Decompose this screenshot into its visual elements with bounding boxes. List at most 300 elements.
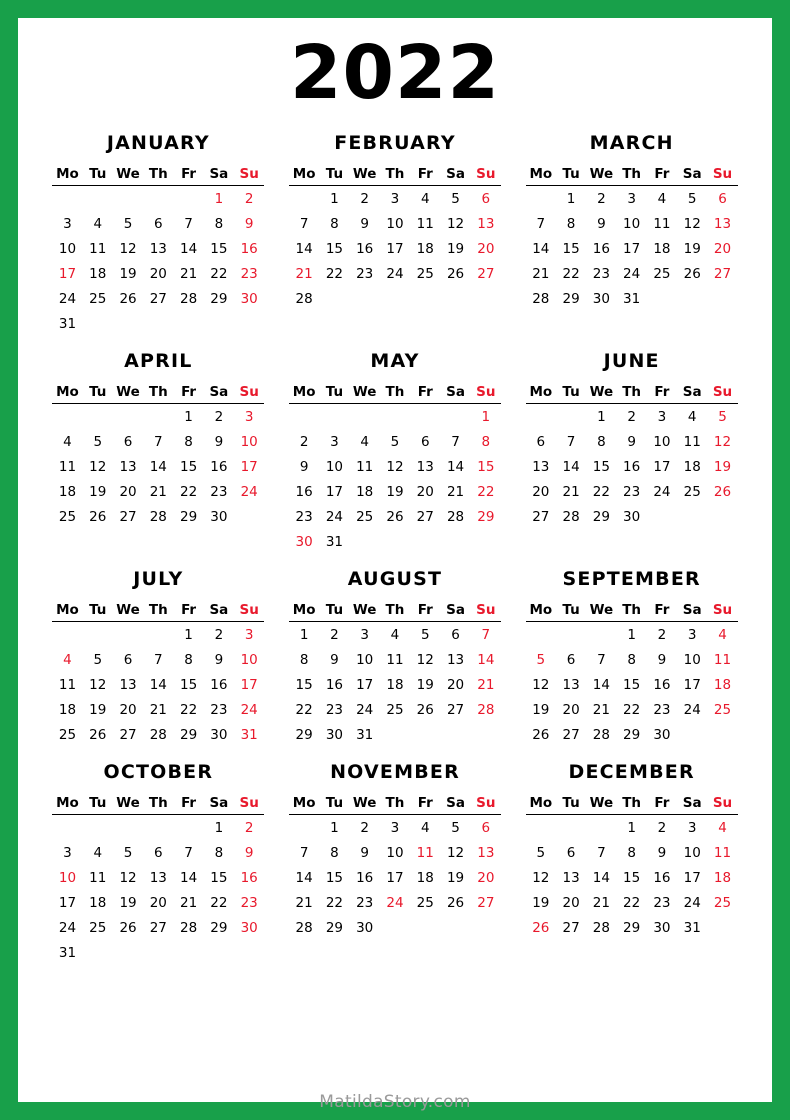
calendar-inner	[18, 30, 772, 1120]
empty-day-cell	[173, 186, 203, 212]
day-cell: 23	[653, 894, 671, 911]
day-cell: 11	[58, 676, 77, 693]
day-cell: 15	[325, 869, 343, 886]
day-cell: 20	[119, 701, 137, 718]
empty-day-cell	[707, 722, 737, 747]
day-cell-holiday: 13	[713, 215, 732, 232]
day-cell: 5	[93, 433, 103, 450]
day-cell: 29	[325, 919, 343, 936]
week-row	[289, 840, 501, 865]
day-cell: 13	[562, 869, 580, 886]
day-cell: 2	[360, 190, 369, 207]
weekday-header: Mo	[529, 602, 553, 618]
week-row	[526, 672, 738, 697]
day-cell: 23	[295, 508, 313, 525]
day-cell-holiday: 23	[240, 265, 258, 282]
week-row	[289, 722, 501, 747]
day-cell: 16	[653, 869, 671, 886]
weekday-header: We	[589, 384, 614, 400]
day-cell: 14	[149, 458, 167, 475]
day-cell-holiday: 18	[713, 869, 732, 886]
empty-day-cell	[440, 915, 470, 940]
day-cell: 2	[214, 626, 224, 643]
weekday-header: Th	[385, 166, 405, 182]
week-row	[289, 211, 501, 236]
day-cell-holiday: 6	[718, 190, 727, 207]
empty-day-cell	[707, 915, 737, 940]
day-cell-holiday: 13	[477, 844, 495, 861]
day-cell-holiday: 19	[713, 458, 732, 475]
week-row	[289, 672, 501, 697]
day-cell: 16	[356, 240, 374, 257]
day-cell: 14	[295, 240, 313, 257]
day-cell: 11	[386, 651, 404, 668]
empty-day-cell	[526, 622, 556, 648]
day-cell: 5	[687, 190, 697, 207]
weekday-header: Sa	[682, 166, 702, 182]
day-cell: 22	[325, 894, 343, 911]
day-cell: 20	[149, 894, 167, 911]
day-cell: 14	[180, 869, 198, 886]
month-name: AUGUST	[347, 568, 443, 590]
day-cell-holiday: 14	[477, 651, 495, 668]
footer-credit: MatildaStory.com	[319, 1092, 471, 1112]
empty-day-cell	[586, 622, 616, 648]
day-cell-holiday: 27	[477, 894, 495, 911]
day-cell: 11	[58, 458, 77, 475]
day-cell: 31	[325, 533, 343, 550]
day-cell: 30	[592, 290, 610, 307]
day-cell: 24	[683, 701, 701, 718]
day-cell: 22	[180, 701, 198, 718]
weekday-header: Fr	[417, 384, 433, 400]
month-name: MAY	[370, 350, 420, 372]
day-cell: 10	[623, 215, 641, 232]
day-cell: 14	[532, 240, 550, 257]
weekday-header: Su	[712, 795, 733, 811]
week-row	[52, 504, 264, 529]
day-cell: 24	[683, 894, 701, 911]
week-row	[526, 815, 738, 841]
day-cell: 10	[325, 458, 343, 475]
empty-day-cell	[143, 404, 173, 430]
weekday-header: Tu	[325, 795, 344, 811]
empty-day-cell	[677, 286, 707, 311]
weekday-header: Th	[622, 384, 642, 400]
month-block	[277, 761, 514, 965]
day-cell: 22	[623, 894, 641, 911]
day-cell: 6	[566, 651, 576, 668]
day-cell: 16	[210, 458, 228, 475]
day-cell: 4	[360, 433, 369, 450]
empty-day-cell	[677, 504, 707, 529]
week-row	[52, 865, 264, 890]
week-row	[52, 890, 264, 915]
day-cell: 21	[562, 483, 580, 500]
month-table	[289, 166, 501, 311]
empty-day-cell	[410, 404, 440, 430]
day-cell: 13	[532, 458, 550, 475]
month-table	[289, 602, 501, 747]
week-row	[52, 286, 264, 311]
week-row	[526, 404, 738, 430]
day-cell: 6	[123, 651, 133, 668]
weekday-header: Tu	[562, 166, 580, 182]
day-cell: 26	[683, 265, 701, 282]
month-name: APRIL	[124, 350, 193, 372]
day-cell: 8	[214, 215, 224, 232]
day-cell: 2	[360, 819, 369, 836]
day-cell: 14	[149, 676, 167, 693]
empty-day-cell	[707, 286, 737, 311]
day-cell: 25	[356, 508, 374, 525]
empty-day-cell	[113, 186, 143, 212]
weekday-header: Mo	[292, 795, 316, 811]
day-cell: 3	[330, 433, 339, 450]
day-cell: 15	[325, 240, 343, 257]
weekday-header: Tu	[89, 166, 107, 182]
weekday-header: We	[116, 166, 140, 182]
empty-day-cell	[350, 529, 380, 554]
week-row	[289, 622, 501, 648]
week-row	[289, 647, 501, 672]
day-cell-holiday: 7	[481, 626, 491, 643]
day-cell: 15	[210, 240, 228, 257]
day-cell: 28	[180, 919, 198, 936]
weekday-header: Tu	[89, 602, 107, 618]
day-cell: 27	[119, 508, 137, 525]
week-row	[289, 915, 501, 940]
day-cell: 24	[325, 508, 343, 525]
day-cell: 3	[390, 190, 400, 207]
empty-day-cell	[113, 622, 143, 648]
day-cell: 17	[653, 458, 671, 475]
empty-day-cell	[707, 504, 737, 529]
day-cell: 12	[416, 651, 434, 668]
day-cell: 14	[592, 676, 610, 693]
day-cell: 16	[295, 483, 313, 500]
day-cell: 4	[93, 215, 103, 232]
empty-day-cell	[410, 915, 440, 940]
day-cell: 4	[63, 433, 72, 450]
day-cell: 28	[295, 919, 313, 936]
day-cell-holiday: 26	[532, 919, 550, 936]
week-row	[52, 479, 264, 504]
day-cell: 9	[214, 651, 224, 668]
day-cell: 17	[325, 483, 343, 500]
empty-day-cell	[380, 722, 410, 747]
weekday-header: Fr	[654, 602, 670, 618]
day-cell: 7	[566, 433, 576, 450]
day-cell: 12	[532, 676, 550, 693]
day-cell: 10	[653, 433, 671, 450]
weekday-header: Mo	[292, 384, 316, 400]
day-cell: 26	[119, 919, 137, 936]
day-cell: 17	[356, 676, 374, 693]
day-cell: 7	[154, 651, 163, 668]
day-cell: 8	[566, 215, 576, 232]
empty-day-cell	[440, 529, 470, 554]
month-block	[40, 350, 277, 554]
day-cell: 5	[390, 433, 400, 450]
day-cell-holiday: 2	[244, 190, 254, 207]
day-cell: 16	[356, 869, 374, 886]
week-row	[526, 622, 738, 648]
empty-day-cell	[647, 286, 677, 311]
month-block	[513, 761, 750, 965]
day-cell: 28	[446, 508, 465, 525]
day-cell: 28	[562, 508, 580, 525]
week-row	[526, 504, 738, 529]
day-cell: 1	[597, 408, 606, 425]
day-cell: 12	[446, 844, 465, 861]
empty-day-cell	[234, 504, 264, 529]
day-cell: 23	[210, 701, 228, 718]
day-cell: 30	[210, 508, 228, 525]
day-cell: 3	[360, 626, 369, 643]
day-cell: 14	[592, 869, 610, 886]
weekday-header: Sa	[209, 602, 229, 618]
day-cell: 13	[149, 869, 167, 886]
day-cell: 28	[149, 726, 167, 743]
week-row	[526, 454, 738, 479]
day-cell-holiday: 10	[240, 651, 258, 668]
day-cell: 16	[623, 458, 641, 475]
day-cell: 9	[657, 844, 667, 861]
empty-day-cell	[289, 186, 319, 212]
day-cell: 17	[623, 240, 641, 257]
day-cell-holiday: 11	[713, 651, 732, 668]
day-cell: 22	[210, 265, 228, 282]
day-cell-holiday: 16	[240, 869, 258, 886]
week-row	[52, 815, 264, 841]
day-cell: 30	[325, 726, 343, 743]
day-cell-holiday: 9	[244, 844, 254, 861]
day-cell-holiday: 8	[481, 433, 491, 450]
weekday-header: Su	[239, 602, 259, 618]
day-cell-holiday: 9	[244, 215, 254, 232]
day-cell: 6	[536, 433, 546, 450]
weekday-header: Mo	[292, 602, 316, 618]
day-cell: 7	[451, 433, 460, 450]
day-cell: 4	[420, 819, 430, 836]
empty-day-cell	[113, 940, 143, 965]
weekday-header: Tu	[325, 602, 344, 618]
day-cell: 28	[592, 726, 610, 743]
weekday-header: Sa	[209, 795, 229, 811]
day-cell: 9	[360, 844, 369, 861]
empty-day-cell	[556, 622, 586, 648]
weekday-header: Mo	[529, 384, 553, 400]
day-cell: 9	[360, 215, 369, 232]
day-cell: 16	[325, 676, 343, 693]
weekday-header: Su	[239, 795, 259, 811]
week-row	[289, 504, 501, 529]
week-row	[52, 915, 264, 940]
week-row	[52, 647, 264, 672]
day-cell: 3	[63, 844, 72, 861]
day-cell: 11	[89, 869, 107, 886]
day-cell: 17	[386, 240, 404, 257]
day-cell: 10	[683, 844, 701, 861]
weekday-header: Fr	[181, 166, 197, 182]
day-cell: 6	[451, 626, 460, 643]
day-cell: 29	[180, 508, 198, 525]
day-cell: 12	[119, 240, 137, 257]
day-cell: 19	[386, 483, 404, 500]
day-cell: 20	[446, 676, 465, 693]
day-cell: 14	[562, 458, 580, 475]
day-cell: 27	[562, 726, 580, 743]
empty-day-cell	[556, 815, 586, 841]
weekday-header: Sa	[209, 384, 229, 400]
month-block	[277, 132, 514, 336]
weekday-header: We	[352, 384, 377, 400]
day-cell: 25	[416, 894, 434, 911]
empty-day-cell	[556, 404, 586, 430]
day-cell: 22	[592, 483, 610, 500]
day-cell: 17	[683, 869, 701, 886]
empty-day-cell	[319, 404, 349, 430]
day-cell: 11	[89, 240, 107, 257]
weekday-header: We	[589, 795, 614, 811]
empty-day-cell	[52, 186, 82, 212]
empty-day-cell	[380, 529, 410, 554]
day-cell-holiday: 18	[713, 676, 732, 693]
day-cell-holiday: 16	[240, 240, 258, 257]
day-cell: 18	[89, 265, 107, 282]
week-row	[289, 697, 501, 722]
weekday-header: Sa	[446, 384, 465, 400]
empty-day-cell	[173, 311, 203, 336]
day-cell: 15	[623, 676, 641, 693]
day-cell: 30	[356, 919, 374, 936]
empty-day-cell	[113, 404, 143, 430]
day-cell: 24	[623, 265, 641, 282]
week-row	[52, 940, 264, 965]
day-cell: 21	[180, 894, 198, 911]
day-cell: 3	[687, 626, 697, 643]
month-table	[526, 602, 738, 747]
week-row	[289, 454, 501, 479]
week-row	[52, 672, 264, 697]
day-cell: 5	[420, 626, 430, 643]
day-cell: 10	[683, 651, 701, 668]
day-cell: 20	[149, 265, 167, 282]
week-row	[526, 429, 738, 454]
weekday-header: Th	[385, 795, 405, 811]
day-cell: 1	[184, 626, 193, 643]
day-cell: 13	[446, 651, 465, 668]
day-cell: 18	[386, 676, 404, 693]
day-cell: 31	[58, 315, 77, 332]
day-cell-holiday: 6	[481, 819, 491, 836]
day-cell: 29	[180, 726, 198, 743]
month-name: NOVEMBER	[330, 761, 460, 783]
month-table	[52, 166, 264, 336]
empty-day-cell	[143, 311, 173, 336]
day-cell: 25	[683, 483, 701, 500]
empty-day-cell	[410, 529, 440, 554]
day-cell: 21	[149, 483, 167, 500]
day-cell-holiday: 4	[63, 651, 72, 668]
empty-day-cell	[204, 311, 234, 336]
month-table	[52, 602, 264, 747]
month-name: JANUARY	[106, 132, 210, 154]
empty-day-cell	[526, 186, 556, 212]
day-cell: 19	[446, 240, 465, 257]
weekday-header: Su	[712, 384, 733, 400]
month-block	[513, 350, 750, 554]
day-cell-holiday: 6	[481, 190, 491, 207]
day-cell: 8	[184, 433, 193, 450]
month-block	[40, 761, 277, 965]
weekday-header: Sa	[446, 795, 465, 811]
day-cell: 25	[58, 508, 77, 525]
month-name: MARCH	[589, 132, 674, 154]
day-cell: 9	[627, 433, 636, 450]
day-cell-holiday: 31	[240, 726, 258, 743]
day-cell-holiday: 13	[477, 215, 495, 232]
day-cell: 11	[416, 215, 434, 232]
day-cell: 10	[386, 844, 404, 861]
day-cell: 19	[119, 265, 137, 282]
day-cell-holiday: 30	[240, 290, 258, 307]
day-cell: 12	[386, 458, 404, 475]
day-cell: 16	[210, 676, 228, 693]
day-cell: 6	[123, 433, 133, 450]
weekday-header: Tu	[325, 384, 344, 400]
day-cell: 3	[687, 819, 697, 836]
week-row	[526, 722, 738, 747]
day-cell: 6	[154, 215, 163, 232]
day-cell: 8	[597, 433, 606, 450]
week-row	[526, 840, 738, 865]
weekday-header: Su	[712, 166, 733, 182]
empty-day-cell	[471, 915, 501, 940]
day-cell: 7	[597, 844, 606, 861]
month-name: DECEMBER	[568, 761, 695, 783]
empty-day-cell	[380, 915, 410, 940]
empty-day-cell	[440, 722, 470, 747]
day-cell: 26	[416, 701, 434, 718]
weekday-header: Mo	[529, 166, 553, 182]
empty-day-cell	[83, 622, 113, 648]
day-cell-holiday: 5	[536, 651, 546, 668]
weekday-header: Mo	[292, 166, 316, 182]
empty-day-cell	[52, 622, 82, 648]
weekday-header: Mo	[56, 795, 79, 811]
weekday-header: Th	[622, 795, 642, 811]
day-cell: 12	[683, 215, 701, 232]
weekday-header: Mo	[529, 795, 553, 811]
day-cell: 21	[532, 265, 550, 282]
day-cell: 26	[386, 508, 404, 525]
weekday-header: We	[352, 166, 377, 182]
day-cell: 18	[653, 240, 671, 257]
day-cell: 13	[119, 676, 137, 693]
day-cell: 2	[597, 190, 606, 207]
day-cell-holiday: 24	[240, 483, 258, 500]
day-cell-holiday: 10	[240, 433, 258, 450]
empty-day-cell	[173, 815, 203, 841]
week-row	[526, 647, 738, 672]
day-cell: 15	[180, 458, 198, 475]
day-cell: 11	[356, 458, 374, 475]
day-cell-holiday: 28	[477, 701, 495, 718]
day-cell: 17	[58, 894, 77, 911]
day-cell: 8	[627, 651, 636, 668]
